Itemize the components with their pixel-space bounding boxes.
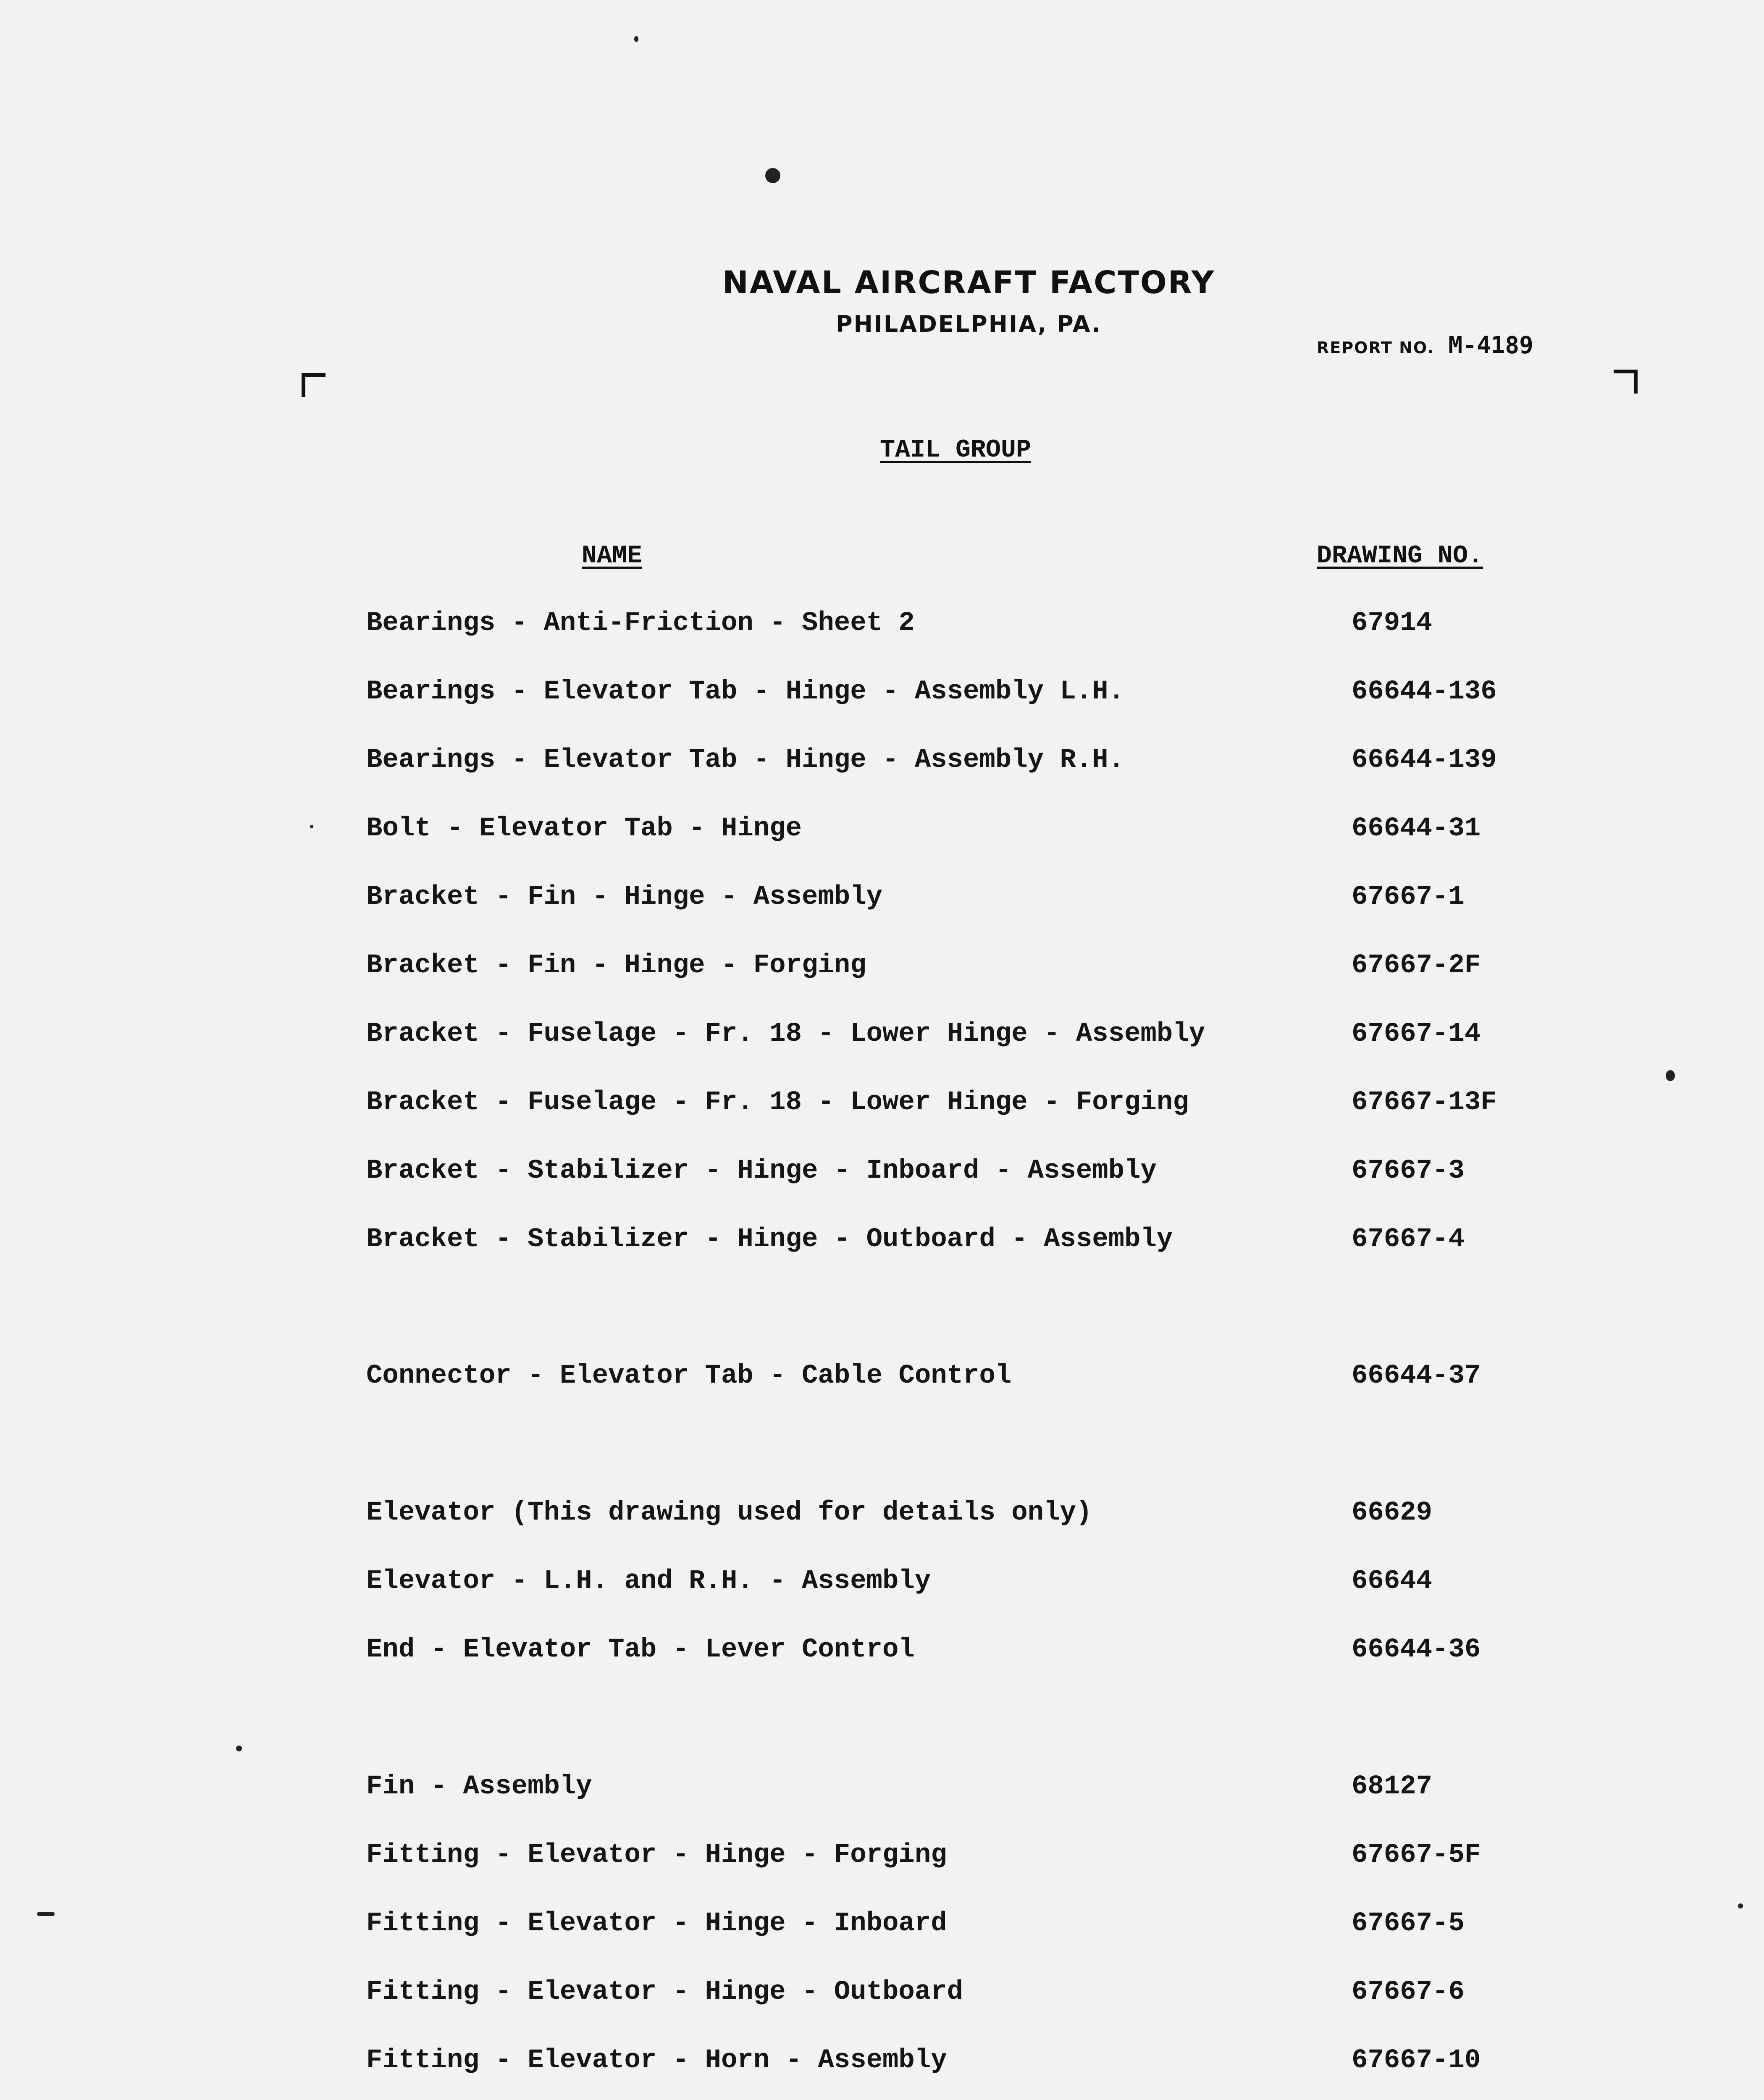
- report-number-value: M-4189: [1448, 332, 1533, 359]
- drawing-number: 67667-2F: [1352, 950, 1481, 981]
- part-name: Connector - Elevator Tab - Cable Control: [366, 1361, 1012, 1391]
- scan-speck: [1738, 1903, 1743, 1908]
- part-name: Bearings - Elevator Tab - Hinge - Assembly R.H.: [366, 745, 1125, 775]
- drawing-number: 67667-6: [1352, 1977, 1465, 2007]
- drawing-number: 67914: [1352, 608, 1433, 638]
- table-row: [0, 1361, 1764, 1394]
- scan-speck: [765, 168, 780, 183]
- part-name: Fin - Assembly: [366, 1772, 592, 1802]
- table-row: [0, 1224, 1764, 1258]
- table-row: [0, 1908, 1764, 1942]
- table-row: [0, 677, 1764, 710]
- scan-speck: [634, 36, 638, 42]
- part-name: Bolt - Elevator Tab - Hinge: [366, 814, 802, 844]
- part-name: Bearings - Anti-Friction - Sheet 2: [366, 608, 915, 638]
- table-row: [0, 608, 1764, 642]
- part-name: Bracket - Stabilizer - Hinge - Inboard - Assembly: [366, 1156, 1157, 1186]
- table-row: [0, 1977, 1764, 2011]
- part-name: Bracket - Stabilizer - Hinge - Outboard - Assembly: [366, 1224, 1173, 1255]
- scan-speck: [310, 825, 313, 828]
- drawing-number: 66644-36: [1352, 1635, 1481, 1665]
- table-row: [0, 1087, 1764, 1121]
- part-name: Fitting - Elevator - Hinge - Outboard: [366, 1977, 963, 2007]
- part-name: Bracket - Fin - Hinge - Forging: [366, 950, 866, 981]
- drawing-number: 66644-37: [1352, 1361, 1481, 1391]
- table-row: [0, 1566, 1764, 1600]
- drawing-number: 66644: [1352, 1566, 1433, 1596]
- part-name: Fitting - Elevator - Hinge - Forging: [366, 1840, 947, 1870]
- table-row: [0, 1156, 1764, 1189]
- part-name: Bracket - Fuselage - Fr. 18 - Lower Hinge - Assembly: [366, 1019, 1205, 1049]
- drawing-number: 66629: [1352, 1498, 1433, 1528]
- section-title: TAIL GROUP: [880, 436, 1032, 465]
- drawing-number: 68127: [1352, 1772, 1433, 1802]
- table-row: [0, 814, 1764, 847]
- organization-location: PHILADELPHIA, PA.: [836, 311, 1102, 337]
- scan-speck: [236, 1746, 242, 1751]
- part-name: Elevator (This drawing used for details only): [366, 1498, 1092, 1528]
- table-row: [0, 1772, 1764, 1805]
- part-name: End - Elevator Tab - Lever Control: [366, 1635, 915, 1665]
- table-row: [0, 745, 1764, 779]
- drawing-number: 66644-139: [1352, 745, 1497, 775]
- drawing-number: 67667-13F: [1352, 1087, 1497, 1118]
- column-header-name: NAME: [582, 542, 643, 570]
- column-header-drawing-no: DRAWING NO.: [1317, 542, 1483, 570]
- drawing-number: 66644-31: [1352, 814, 1481, 844]
- table-row: [0, 1840, 1764, 1874]
- report-number-label: REPORT NO.: [1317, 339, 1434, 357]
- table-row: [0, 1498, 1764, 1531]
- organization-name: NAVAL AIRCRAFT FACTORY: [722, 265, 1215, 301]
- scan-speck: [1666, 1070, 1675, 1081]
- drawing-number: 67667-14: [1352, 1019, 1481, 1049]
- part-name: Fitting - Elevator - Hinge - Inboard: [366, 1908, 947, 1939]
- part-name: Bearings - Elevator Tab - Hinge - Assembly L.H.: [366, 677, 1125, 707]
- part-name: Elevator - L.H. and R.H. - Assembly: [366, 1566, 931, 1596]
- drawing-number: 67667-5: [1352, 1908, 1465, 1939]
- drawing-number: 67667-3: [1352, 1156, 1465, 1186]
- table-row: [0, 2045, 1764, 2079]
- table-row: [0, 950, 1764, 984]
- part-name: Bracket - Fuselage - Fr. 18 - Lower Hinge - Forging: [366, 1087, 1189, 1118]
- table-row: [0, 1635, 1764, 1668]
- drawing-number: 67667-4: [1352, 1224, 1465, 1255]
- table-row: [0, 1019, 1764, 1053]
- table-row: [0, 882, 1764, 916]
- drawing-number: 67667-10: [1352, 2045, 1481, 2076]
- part-name: Bracket - Fin - Hinge - Assembly: [366, 882, 882, 912]
- part-name: Fitting - Elevator - Horn - Assembly: [366, 2045, 947, 2076]
- drawing-number: 67667-1: [1352, 882, 1465, 912]
- drawing-number: 67667-5F: [1352, 1840, 1481, 1870]
- scan-speck: [37, 1912, 55, 1916]
- drawing-number: 66644-136: [1352, 677, 1497, 707]
